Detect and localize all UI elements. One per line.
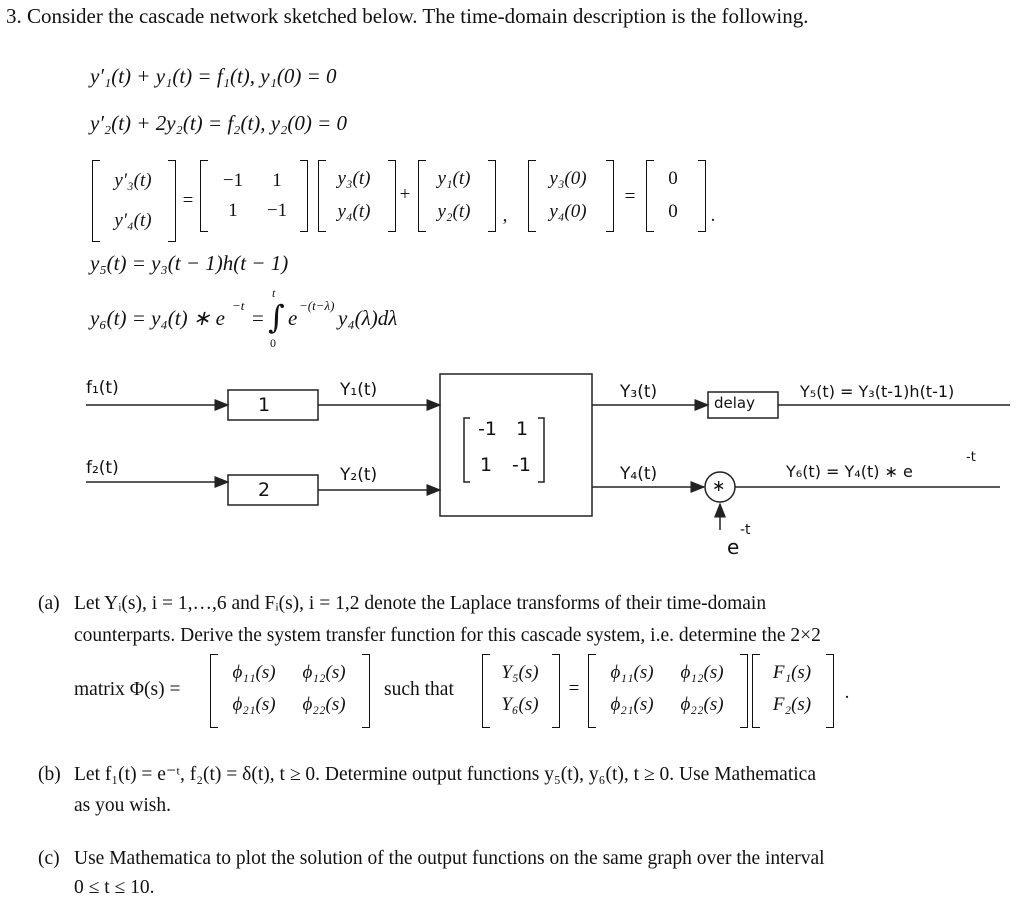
part-a-line-2: counterparts. Derive the system transfer function for this cascade system, i.e. determine the 2×2 <box>74 625 821 646</box>
a-12: 1 <box>272 170 282 191</box>
eq6-lower-limit: 0 <box>270 336 276 350</box>
delay-label: delay <box>714 394 755 412</box>
a-11: −1 <box>222 170 244 191</box>
eq6-lhs: y₆(t) = y₄(t) ∗ e <box>90 306 225 330</box>
label-f1: f₁(t) <box>86 378 119 398</box>
block-1 <box>228 390 318 420</box>
input-y1: y₁(t) <box>437 168 471 189</box>
phi-11: ϕ₁₁(s) <box>232 662 276 683</box>
phi-12: ϕ₁₂(s) <box>302 662 346 683</box>
phi-period: . <box>844 682 850 703</box>
matrix-block <box>440 374 592 516</box>
a-22: −1 <box>266 200 288 221</box>
zero-2: 0 <box>668 201 678 222</box>
equation-5: y₅(t) = y₃(t − 1)h(t − 1) <box>90 251 289 275</box>
phi-21: ϕ₂₁(s) <box>232 694 276 715</box>
part-c-line-2: 0 ≤ t ≤ 10. <box>74 877 155 898</box>
such-that-text: such that <box>384 679 454 700</box>
part-a-line-1: Let Yᵢ(s), i = 1,…,6 and Fᵢ(s), i = 1,2 denote the Laplace transforms of their time-domain <box>74 593 767 614</box>
comma: , <box>502 205 508 226</box>
matrix-block-11: -1 <box>478 418 497 440</box>
label-y4: Y₄(t) <box>620 464 658 484</box>
block-2-label: 2 <box>258 479 271 501</box>
phi-22: ϕ₂₂(s) <box>302 694 346 715</box>
phi-12-rhs: ϕ₁₂(s) <box>680 662 724 683</box>
block-1-label: 1 <box>258 394 271 416</box>
y5-s: Y₅(s) <box>501 662 539 683</box>
eq-sign-2: = <box>624 186 636 207</box>
convolution-symbol: ∗ <box>712 476 726 495</box>
equation-1: y′₁(t) + y₁(t) = f₁(t), y₁(0) = 0 <box>90 64 337 88</box>
eq-sign-1: = <box>182 190 194 211</box>
part-b-label: (b) <box>38 764 61 785</box>
label-y3: Y₃(t) <box>620 382 658 402</box>
label-et: e <box>727 535 740 559</box>
plus-sign: + <box>399 184 411 205</box>
f2-s: F₂(s) <box>772 694 812 715</box>
phi-eq-sign: = <box>568 678 580 699</box>
matrix-block-22: -1 <box>512 454 531 476</box>
label-et-exponent: -t <box>740 522 751 538</box>
integral-sign: ∫ <box>268 298 285 336</box>
label-y6-exponent: -t <box>966 450 976 465</box>
init-y3: y₃(0) <box>549 168 587 189</box>
eq6-upper-limit: t <box>272 286 276 300</box>
label-y6: Y₆(t) = Y₄(t) ∗ e <box>786 462 913 481</box>
eq6-e: e <box>288 306 298 330</box>
block-2 <box>228 475 318 505</box>
lhs-y3-prime: y′₃(t) <box>114 170 152 191</box>
eq6-eq-sign: = <box>252 306 264 330</box>
matrix-block-21: 1 <box>480 454 493 476</box>
state-y4: y₄(t) <box>337 201 371 222</box>
f1-s: F₁(s) <box>772 662 812 683</box>
period: . <box>710 205 716 226</box>
input-y2: y₂(t) <box>437 201 471 222</box>
eq6-exp2: −(t−λ) <box>299 298 335 313</box>
state-y3: y₃(t) <box>337 168 371 189</box>
part-b-line-2: as you wish. <box>74 795 171 816</box>
part-a-label: (a) <box>38 593 60 614</box>
phi-21-rhs: ϕ₂₁(s) <box>610 694 654 715</box>
a-21: 1 <box>228 200 238 221</box>
init-y4: y₄(0) <box>549 201 587 222</box>
y6-s: Y₆(s) <box>501 694 539 715</box>
part-b-line-1: Let f₁(t) = e⁻ᵗ, f₂(t) = δ(t), t ≥ 0. Determine output functions y₅(t), y₆(t), t ≥ 0. Use Mathematica <box>74 764 816 785</box>
phi-11-rhs: ϕ₁₁(s) <box>610 662 654 683</box>
matrix-block-12: 1 <box>516 418 529 440</box>
problem-title: 3. Consider the cascade network sketched below. The time-domain description is the following. <box>6 4 809 28</box>
label-y5: Y₅(t) = Y₃(t-1)h(t-1) <box>800 382 955 401</box>
eq6-rest: y₄(λ)dλ <box>338 306 398 330</box>
label-y2: Y₂(t) <box>340 465 378 485</box>
equation-2: y′₂(t) + 2y₂(t) = f₂(t), y₂(0) = 0 <box>90 111 348 135</box>
label-y1: Y₁(t) <box>340 380 378 400</box>
zero-1: 0 <box>668 168 678 189</box>
phi-22-rhs: ϕ₂₂(s) <box>680 694 724 715</box>
lhs-y4-prime: y′₄(t) <box>114 210 152 231</box>
phi-matrix-label: matrix Φ(s) = <box>74 679 181 700</box>
label-f2: f₂(t) <box>86 458 119 478</box>
part-c-line-1: Use Mathematica to plot the solution of the output functions on the same graph over the interval <box>74 848 825 869</box>
part-c-label: (c) <box>38 848 60 869</box>
eq6-exp1: −t <box>232 298 245 313</box>
